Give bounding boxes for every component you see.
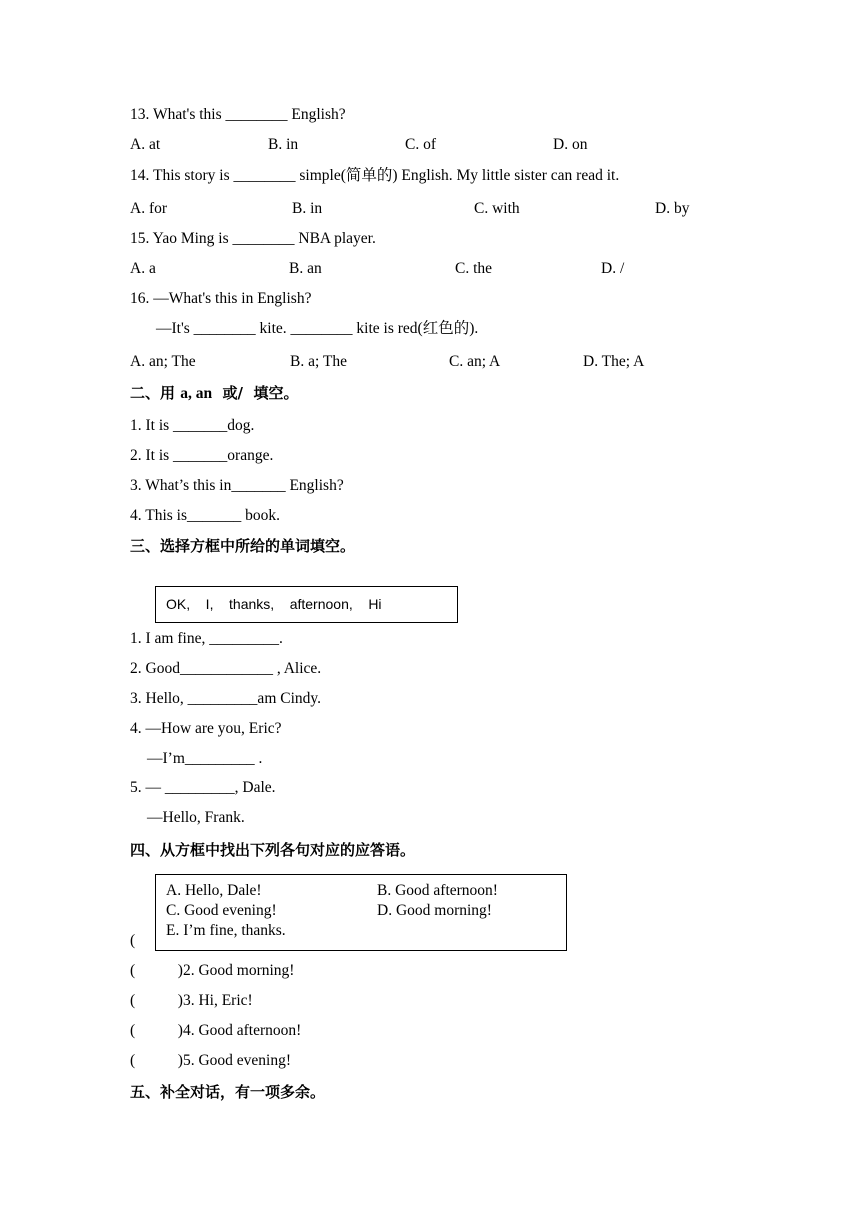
section-3-item-2: 2. Good____________ , Alice. <box>130 660 322 677</box>
section-3-item-4-reply: —I’m_________ . <box>147 750 263 767</box>
question-15-option-d: D. / <box>601 260 625 277</box>
section-3-item-3: 3. Hello, _________am Cindy. <box>130 690 322 707</box>
word-box-words: OK, I, thanks, afternoon, Hi <box>166 596 382 612</box>
question-16-option-a: A. an; The <box>130 353 196 370</box>
question-14-option-a: A. for <box>130 200 168 217</box>
question-15-stem: 15. Yao Ming is ________ NBA player. <box>130 230 376 247</box>
answer-option-c: C. Good evening! <box>166 902 277 919</box>
section-4-item-3: ( )3. Hi, Eric! <box>130 992 253 1009</box>
answer-options-box <box>155 874 567 951</box>
question-14-option-d: D. by <box>655 200 690 217</box>
question-15-option-a: A. a <box>130 260 156 277</box>
section-4-item-2: ( )2. Good morning! <box>130 962 295 979</box>
section-2-item-1: 1. It is _______dog. <box>130 417 255 434</box>
section-3-item-5-reply: —Hello, Frank. <box>147 809 245 826</box>
section-2-item-4: 4. This is_______ book. <box>130 507 280 524</box>
question-14-option-c: C. with <box>474 200 520 217</box>
question-16-option-c: C. an; A <box>449 353 501 370</box>
section-2-item-2: 2. It is _______orange. <box>130 447 274 464</box>
question-16-option-d: D. The; A <box>583 353 645 370</box>
question-16-option-b: B. a; The <box>290 353 347 370</box>
section-5-heading: 五、补全对话，有一项多余。 <box>130 1083 326 1101</box>
question-13-option-a: A. at <box>130 136 161 153</box>
section-3-item-4: 4. —How are you, Eric? <box>130 720 282 737</box>
question-13-option-b: B. in <box>268 136 299 153</box>
answer-option-b: B. Good afternoon! <box>377 882 498 899</box>
section-3-heading: 三、选择方框中所给的单词填空。 <box>130 537 356 555</box>
section-4-item-4: ( )4. Good afternoon! <box>130 1022 302 1039</box>
question-13-option-c: C. of <box>405 136 436 153</box>
section-2-heading: 二、用 a, an 或/ 填空。 <box>130 384 299 402</box>
section-4-item-5: ( )5. Good evening! <box>130 1052 291 1069</box>
answer-option-e: E. I’m fine, thanks. <box>166 922 286 939</box>
question-16-stem-reply: —It's ________ kite. ________ kite is red(红色的). <box>156 320 479 337</box>
question-14-option-b: B. in <box>292 200 323 217</box>
answer-option-a: A. Hello, Dale! <box>166 882 262 899</box>
section-3-item-1: 1. I am fine, _________. <box>130 630 283 647</box>
question-13-stem: 13. What's this ________ English? <box>130 106 346 123</box>
section-3-item-5: 5. — _________, Dale. <box>130 779 276 796</box>
word-box <box>155 586 458 623</box>
question-15-option-c: C. the <box>455 260 493 277</box>
question-15-option-b: B. an <box>289 260 322 277</box>
question-14-stem: 14. This story is ________ simple(简单的) English. My little sister can read it. <box>130 167 620 184</box>
answer-option-d: D. Good morning! <box>377 902 492 919</box>
question-16-stem: 16. —What's this in English? <box>130 290 312 307</box>
section-4-item-1-paren: ( <box>130 932 136 949</box>
question-13-option-d: D. on <box>553 136 588 153</box>
section-2-item-3: 3. What’s this in_______ English? <box>130 477 344 494</box>
section-4-heading: 四、从方框中找出下列各句对应的应答语。 <box>130 841 416 859</box>
